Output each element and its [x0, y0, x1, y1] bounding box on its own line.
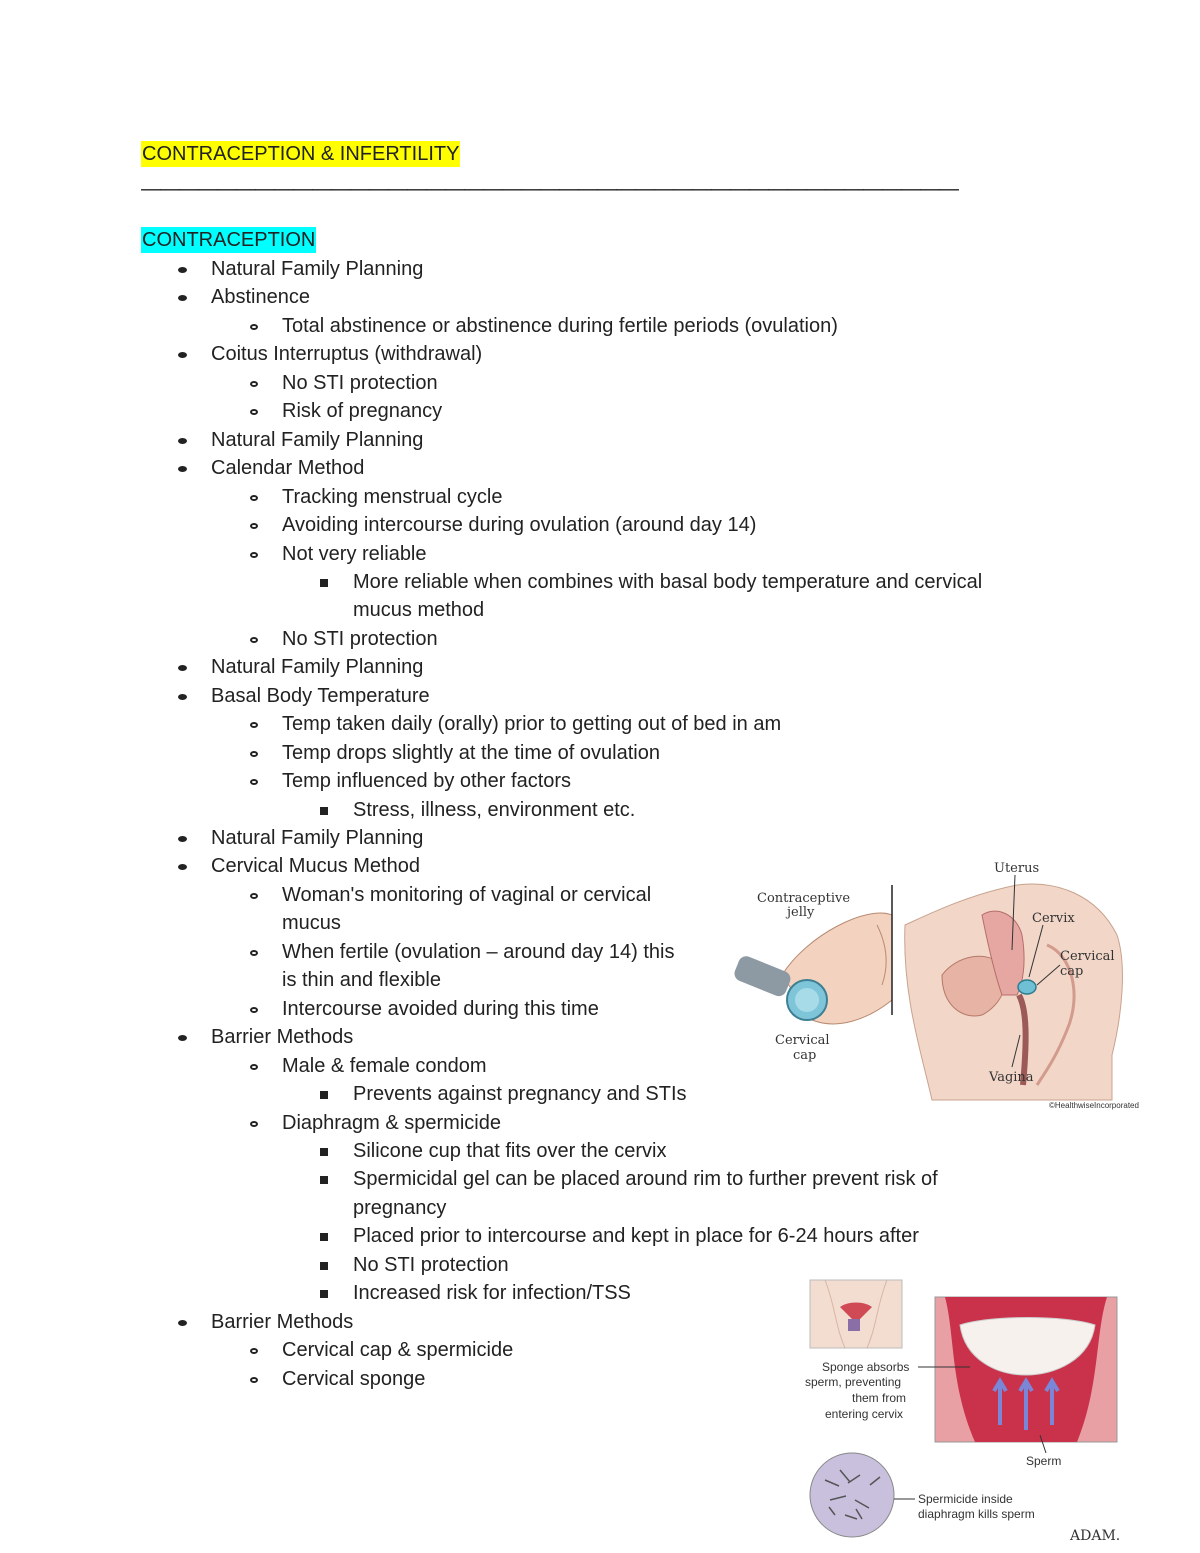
- circle-bullet-icon: [250, 552, 258, 558]
- label-cervical-right: Cervical: [1060, 949, 1115, 964]
- circle-bullet-icon: [250, 523, 258, 529]
- square-bullet-icon: [320, 1148, 328, 1156]
- circle-bullet-icon: [250, 495, 258, 501]
- square-bullet-icon: [320, 807, 328, 815]
- label-cap-right: cap: [1060, 964, 1084, 979]
- torso-thumbnail: [810, 1280, 902, 1348]
- list-item-text: mucus: [282, 912, 341, 934]
- circle-bullet-icon: [250, 381, 258, 387]
- list-item-text: When fertile (ovulation – around day 14) this: [282, 941, 675, 963]
- square-bullet-icon: [320, 1262, 328, 1270]
- label-sponge-2: sperm, preventing: [805, 1375, 902, 1389]
- list-item-text: Barrier Methods: [211, 1311, 354, 1333]
- list-item-text: Increased risk for infection/TSS: [353, 1282, 631, 1304]
- list-item-text: No STI protection: [282, 628, 438, 650]
- figure-credit: ©HealthwiseIncorporated: [1049, 1101, 1139, 1110]
- bullet-icon: [178, 694, 187, 700]
- label-uterus: Uterus: [994, 861, 1040, 876]
- label-sponge-1: Sponge absorbs: [822, 1360, 910, 1374]
- bullet-icon: [178, 352, 187, 358]
- label-jelly: jelly: [787, 905, 815, 920]
- circle-bullet-icon: [250, 1064, 258, 1070]
- list-item-text: No STI protection: [353, 1254, 509, 1276]
- list-item-text: Not very reliable: [282, 543, 427, 565]
- circle-bullet-icon: [250, 1377, 258, 1383]
- circle-bullet-icon: [250, 722, 258, 728]
- bullet-icon: [178, 438, 187, 444]
- list-item-text: is thin and flexible: [282, 969, 441, 991]
- circle-bullet-icon: [250, 1348, 258, 1354]
- square-bullet-icon: [320, 1290, 328, 1298]
- list-item-text: No STI protection: [282, 372, 438, 394]
- list-item-text: Stress, illness, environment etc.: [353, 799, 636, 821]
- list-item-text: Temp influenced by other factors: [282, 770, 572, 792]
- bullet-icon: [178, 665, 187, 671]
- list-item-text: Temp taken daily (orally) prior to getting out of bed in am: [282, 713, 782, 735]
- label-sponge-4: entering cervix: [825, 1407, 904, 1421]
- label-spermicide-2: diaphragm kills sperm: [918, 1507, 1035, 1521]
- bullet-icon: [178, 1320, 187, 1326]
- section-heading: CONTRACEPTION: [142, 229, 316, 251]
- bullet-icon: [178, 466, 187, 472]
- list-item-text: Calendar Method: [211, 457, 365, 479]
- list-item-text: Male & female condom: [282, 1055, 487, 1077]
- list-item-text: Diaphragm & spermicide: [282, 1112, 501, 1134]
- label-contraceptive: Contraceptive: [757, 891, 851, 906]
- list-item-text: Cervical Mucus Method: [211, 855, 420, 877]
- bullet-icon: [178, 267, 187, 273]
- circle-bullet-icon: [250, 950, 258, 956]
- circle-bullet-icon: [250, 1007, 258, 1013]
- list-item-text: Coitus Interruptus (withdrawal): [211, 343, 483, 365]
- list-item-text: Intercourse avoided during this time: [282, 998, 599, 1020]
- cervical-cap-illustration: [727, 855, 1139, 1115]
- list-item-text: Natural Family Planning: [211, 429, 424, 451]
- circle-bullet-icon: [250, 324, 258, 330]
- list-item-text: Spermicidal gel can be placed around rim to further prevent risk of: [353, 1168, 938, 1190]
- label-cervical: Cervical: [775, 1033, 830, 1048]
- bullet-icon: [178, 864, 187, 870]
- sponge-diaphragm-illustration: [800, 1275, 1135, 1545]
- circle-bullet-icon: [250, 409, 258, 415]
- list-item-text: Cervical cap & spermicide: [282, 1339, 514, 1361]
- list-item-text: Cervical sponge: [282, 1368, 426, 1390]
- list-item-text: Placed prior to intercourse and kept in place for 6-24 hours after: [353, 1225, 919, 1247]
- list-item-text: Total abstinence or abstinence during fertile periods (ovulation): [282, 315, 838, 337]
- bullet-icon: [178, 295, 187, 301]
- list-item-text: Risk of pregnancy: [282, 400, 443, 422]
- circle-bullet-icon: [250, 637, 258, 643]
- vaginal-canal-drawing: [935, 1297, 1117, 1442]
- list-item-text: More reliable when combines with basal body temperature and cervical: [353, 571, 983, 593]
- label-vagina: Vagina: [989, 1070, 1034, 1085]
- document-title: CONTRACEPTION & INFERTILITY: [142, 143, 460, 165]
- list-item-text: Natural Family Planning: [211, 258, 424, 280]
- list-item-text: Avoiding intercourse during ovulation (around day 14): [282, 514, 757, 536]
- list-item-text: Silicone cup that fits over the cervix: [353, 1140, 667, 1162]
- list-item-text: Woman's monitoring of vaginal or cervical: [282, 884, 652, 906]
- label-cervix: Cervix: [1032, 911, 1075, 926]
- label-sponge-3: them from: [852, 1391, 907, 1405]
- list-item-text: pregnancy: [353, 1197, 447, 1219]
- adam-logo: ADAM.: [1070, 1528, 1121, 1544]
- list-item-text: Abstinence: [211, 286, 310, 308]
- bullet-icon: [178, 836, 187, 842]
- circle-bullet-icon: [250, 893, 258, 899]
- circle-bullet-icon: [250, 751, 258, 757]
- list-item-text: mucus method: [353, 599, 485, 621]
- list-item-text: Temp drops slightly at the time of ovulation: [282, 742, 660, 764]
- square-bullet-icon: [320, 579, 328, 587]
- circle-bullet-icon: [250, 779, 258, 785]
- bullet-icon: [178, 1035, 187, 1041]
- horizontal-rule: ———————————————————————————————————————————: [141, 178, 958, 200]
- list-item-text: Natural Family Planning: [211, 656, 424, 678]
- label-spermicide-1: Spermicide inside: [918, 1492, 1013, 1506]
- label-sperm: Sperm: [1026, 1454, 1062, 1468]
- square-bullet-icon: [320, 1176, 328, 1184]
- list-item-text: Prevents against pregnancy and STIs: [353, 1083, 687, 1105]
- spermicide-magnified-circle: [810, 1453, 894, 1537]
- list-item-text: Natural Family Planning: [211, 827, 424, 849]
- label-cap: cap: [793, 1048, 817, 1063]
- list-item-text: Barrier Methods: [211, 1026, 354, 1048]
- hand-applicator-drawing: [732, 913, 892, 1024]
- square-bullet-icon: [320, 1233, 328, 1241]
- square-bullet-icon: [320, 1091, 328, 1099]
- list-item-text: Basal Body Temperature: [211, 685, 430, 707]
- circle-bullet-icon: [250, 1121, 258, 1127]
- list-item-text: Tracking menstrual cycle: [282, 486, 503, 508]
